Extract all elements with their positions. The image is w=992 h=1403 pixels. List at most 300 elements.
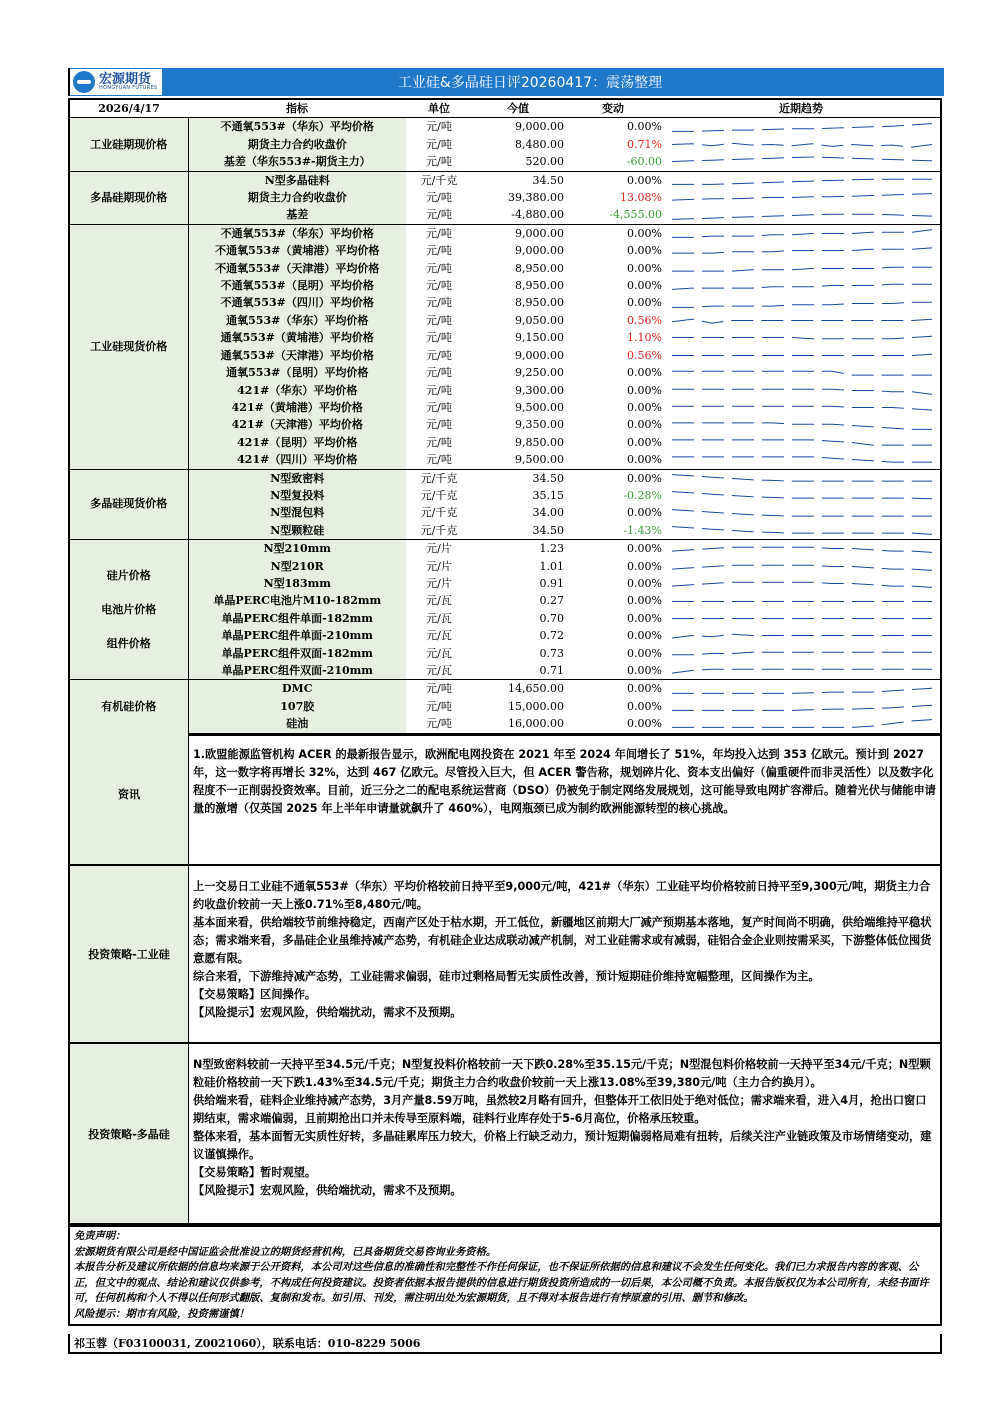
change-value: 0.00% <box>627 682 662 696</box>
trend-sparkline <box>662 172 940 189</box>
table-row <box>70 540 940 558</box>
current-value: 9,000.00 <box>515 244 564 258</box>
trend-cell <box>662 399 940 416</box>
table-row <box>70 399 940 416</box>
trend-line <box>672 157 932 162</box>
price-table-container <box>68 98 942 736</box>
trend-cell <box>662 136 940 153</box>
trend-line <box>672 440 932 445</box>
unit: 元/吨 <box>406 451 472 469</box>
current-value: 1.01 <box>539 559 564 573</box>
trend-line <box>672 337 932 340</box>
disclaimer <box>68 1225 942 1326</box>
change-value: -4,555.00 <box>564 206 662 224</box>
unit: 元/瓦 <box>406 662 472 680</box>
trend-line <box>672 474 932 481</box>
indicator-name: 单晶PERC组件双面-210mm <box>188 662 406 680</box>
trend-line <box>672 492 932 499</box>
trend-sparkline <box>662 681 940 698</box>
indicator-name: 单晶PERC组件单面-210mm <box>188 627 406 644</box>
trend-sparkline <box>662 329 940 346</box>
indicator-name: N型致密料 <box>188 469 406 487</box>
change-value: 0.00% <box>627 646 662 660</box>
strategy-paragraph: 风险提示：期市有风险，投资需谨慎！ <box>74 1307 250 1320</box>
table-row <box>70 558 940 575</box>
unit: 元/吨 <box>426 383 452 397</box>
indicator-name: 基差（华东553#-期货主力） <box>188 153 406 171</box>
current-value: 9,250.00 <box>515 366 564 380</box>
trend-line <box>672 248 932 253</box>
unit: 元/千克 <box>420 506 458 520</box>
current-value: 14,650.00 <box>508 682 564 696</box>
unit: 元/吨 <box>426 261 452 275</box>
category-label: 组件价格 <box>106 636 151 650</box>
table-row <box>70 469 940 487</box>
logo-subtitle: HONGYUAN FUTURES <box>99 85 158 91</box>
trend-cell <box>662 364 940 381</box>
current-value: 0.71 <box>472 662 564 680</box>
change-value: 0.00% <box>627 611 662 625</box>
change-value: 0.00% <box>627 120 662 134</box>
indicator-name: 不通氧553#（昆明）平均价格 <box>188 277 406 294</box>
indicator-name: 基差 <box>188 206 406 224</box>
trend-sparkline <box>662 451 940 468</box>
unit: 元/吨 <box>426 120 452 134</box>
indicator-name: 421#（四川）平均价格 <box>188 451 406 469</box>
header-col: 变动 <box>564 100 662 118</box>
unit: 元/吨 <box>426 296 452 310</box>
change-value: 0.56% <box>627 313 662 327</box>
table-row <box>70 224 940 242</box>
indicator-name: 不通氧553#（天津港）平均价格 <box>188 260 406 277</box>
current-value: 9,500.00 <box>515 400 564 414</box>
trend-line <box>672 284 932 289</box>
trend-cell <box>662 382 940 399</box>
trend-line <box>672 635 932 639</box>
change-value: 0.00% <box>627 471 662 485</box>
trend-line <box>672 457 932 462</box>
trend-sparkline <box>662 399 940 416</box>
indicator-name: N型183mm <box>188 575 406 592</box>
strategy-paragraph: 本报告分析及建议所依据的信息均来源于公开资料，本公司对这些信息的准确性和完整性不作任何保证，也不保证所依据的信息和建议不会发生任何变化。我们已力求报告内容的客观、公正，但文中的观点、结论和建议仅供参考，不构成任何投资建议。投资者依据本报告提供的信息进行期货投资所造成的一切后果，本公司概不负责。本报告版权仅为本公司所有，未经书面许可，任何机构和个人不得以任何形式翻版、复制和发布。如引用、刊发，需注明出处为宏源期货，且不得对本报告进行有悖原意的引用、删节和修改。 <box>74 1261 929 1304</box>
trend-line <box>672 389 932 394</box>
current-value: 39,380.00 <box>508 191 564 205</box>
indicator-name: 通氧553#（华东）平均价格 <box>188 312 406 329</box>
trend-cell <box>662 451 940 469</box>
trend-sparkline <box>662 119 940 136</box>
strategy-paragraph: 基本面来看，供给端较节前维持稳定，西南产区处于枯水期，开工低位，新疆地区前期大厂减产预期基本落地，复产时间尚不明确，供给端维持平稳状态；需求端来看，多晶硅企业虽维持减产态势，有机硅企业达成联动减产机制，对工业硅需求或有减弱，硅铝合金企业则按需采买，下游整体低位囤货意愿有限。 <box>193 916 932 965</box>
table-row <box>70 153 940 171</box>
table-row <box>70 206 940 224</box>
current-value: 0.72 <box>539 629 564 643</box>
trend-sparkline <box>662 207 940 224</box>
table-row <box>70 382 940 399</box>
trend-line <box>672 194 932 201</box>
category-label: 工业硅期现价格 <box>90 137 168 151</box>
trend-cell <box>662 575 940 592</box>
trend-sparkline <box>662 662 940 679</box>
strategy-paragraph: 【交易策略】暂时观望。 <box>193 1166 317 1179</box>
current-value: 15,000.00 <box>508 699 564 713</box>
indicator-name: N型多晶硅料 <box>188 171 406 189</box>
trend-line <box>672 371 932 375</box>
trend-cell <box>662 260 940 277</box>
trend-sparkline <box>662 242 940 259</box>
trend-sparkline <box>662 698 940 715</box>
trend-line <box>672 582 932 587</box>
table-row <box>70 575 940 592</box>
strategy-paragraph: 供给端来看，硅料企业维持减产态势，3月产量8.59万吨，虽然较2月略有回升，但整体开工依旧处于绝对低位；需求端来看，进入4月，抢出口窗口期结束，需求端偏弱，且前期抢出口并未传导至原料端，硅料行业库存处于5-6月高位，价格承压较重。 <box>193 1094 927 1125</box>
trend-line <box>672 527 932 535</box>
trend-sparkline <box>662 470 940 487</box>
current-value: 9,000.00 <box>515 348 564 362</box>
unit: 元/片 <box>426 559 452 573</box>
current-value: 9,000.00 <box>515 226 564 240</box>
trend-cell <box>662 153 940 171</box>
trend-cell <box>662 592 940 609</box>
change-value: 0.56% <box>627 348 662 362</box>
change-value: 0.71% <box>627 137 662 151</box>
current-value: 34.00 <box>532 506 564 520</box>
table-row <box>70 504 940 521</box>
strategy-paragraph: 【风险提示】宏观风险，供给端扰动，需求不及预期。 <box>193 1006 462 1019</box>
unit: 元/吨 <box>426 348 452 362</box>
unit: 元/瓦 <box>426 594 452 608</box>
change-value: 0.00% <box>627 542 662 556</box>
trend-sparkline <box>662 417 940 434</box>
strategy-paragraph: 整体来看，基本面暂无实质性好转，多晶硅累库压力较大，价格上行缺乏动力，预计短期偏弱格局难有扭转，后续关注产业链政策及市场情绪变动，建议谨慎操作。 <box>193 1130 932 1161</box>
trend-cell <box>662 504 940 521</box>
trend-cell <box>662 206 940 224</box>
indicator-name: 单晶PERC电池片M10-182mm <box>188 592 406 609</box>
table-row <box>70 680 940 698</box>
indicator-name: 421#（天津港）平均价格 <box>188 416 406 433</box>
indicator-name: N型210R <box>188 558 406 575</box>
trend-line <box>672 422 932 429</box>
current-value: 9,000.00 <box>515 120 564 134</box>
trend-sparkline <box>662 593 940 610</box>
change-value: 0.00% <box>627 261 662 275</box>
price-table <box>70 100 940 734</box>
header-col: 指标 <box>188 100 406 118</box>
current-value: 34.50 <box>532 471 564 485</box>
trend-sparkline <box>662 153 940 170</box>
change-value: 0.00% <box>564 715 662 733</box>
unit: 元/片 <box>426 542 452 556</box>
strategy-poly-body <box>189 1044 940 1223</box>
trend-sparkline <box>662 189 940 206</box>
strategy-paragraph: 【风险提示】宏观风险，供给端扰动，需求不及预期。 <box>193 1184 462 1197</box>
category-cell <box>70 118 188 171</box>
table-row <box>70 698 940 715</box>
trend-cell <box>662 680 940 698</box>
unit: 元/千克 <box>420 471 458 485</box>
table-row <box>70 610 940 627</box>
trend-cell <box>662 522 940 540</box>
indicator-name: 不通氧553#（四川）平均价格 <box>188 294 406 311</box>
trend-line <box>672 509 932 515</box>
change-value: 0.00% <box>627 506 662 520</box>
change-value: -0.28% <box>623 488 662 502</box>
unit: 元/吨 <box>426 226 452 240</box>
change-value: 0.00% <box>627 244 662 258</box>
unit: 元/吨 <box>426 137 452 151</box>
header-col: 近期趋势 <box>662 100 940 118</box>
strategy-poly-section <box>68 1044 942 1225</box>
header-col: 今值 <box>472 100 564 118</box>
indicator-name: 期货主力合约收盘价 <box>188 189 406 206</box>
trend-sparkline <box>662 434 940 451</box>
trend-cell <box>662 540 940 558</box>
header-col: 单位 <box>406 100 472 118</box>
unit: 元/吨 <box>426 418 452 432</box>
unit: 元/吨 <box>406 153 472 171</box>
trend-cell <box>662 242 940 259</box>
change-value: 0.00% <box>627 226 662 240</box>
category-label: 电池片价格 <box>101 602 157 616</box>
category-cell <box>70 171 188 224</box>
change-value: -1.43% <box>564 522 662 540</box>
table-row <box>70 171 940 189</box>
unit: 元/片 <box>426 576 452 590</box>
unit: 元/瓦 <box>426 629 452 643</box>
strategy-si-section <box>68 866 942 1044</box>
change-value: 0.00% <box>627 418 662 432</box>
unit: 元/吨 <box>426 331 452 345</box>
trend-line <box>672 688 932 693</box>
trend-sparkline <box>662 225 940 242</box>
table-row <box>70 347 940 364</box>
indicator-name: 421#（黄埔港）平均价格 <box>188 399 406 416</box>
strategy-paragraph: 上一交易日工业硅不通氧553#（华东）平均价格较前日持平至9,000元/吨，421#（华东）工业硅平均价格较前日持平至9,300元/吨，期货主力合约收盘价较前一天上涨0.71%至8,480元/吨。 <box>193 880 931 911</box>
trend-cell <box>662 698 940 715</box>
current-value: 8,950.00 <box>515 261 564 275</box>
indicator-name: N型210mm <box>188 540 406 558</box>
unit: 元/吨 <box>426 313 452 327</box>
table-row <box>70 294 940 311</box>
footer-contact: 祁玉蓉（F03100031, Z0021060），联系电话：010-8229 5006 <box>68 1334 942 1354</box>
strategy-paragraph: 综合来看，下游维持减产态势，工业硅需求偏弱，硅市过剩格局暂无实质性改善，预计短期硅价维持宽幅整理，区间操作为主。 <box>193 970 820 983</box>
trend-sparkline <box>662 295 940 312</box>
change-value: 0.00% <box>627 366 662 380</box>
trend-sparkline <box>662 558 940 575</box>
current-value: 9,300.00 <box>515 383 564 397</box>
table-row <box>70 277 940 294</box>
unit: 元/吨 <box>426 366 452 380</box>
change-value: 0.00% <box>627 296 662 310</box>
current-value: 35.15 <box>532 488 564 502</box>
strategy-paragraph: 免责声明： <box>74 1230 126 1242</box>
category-label: 硅片价格 <box>106 568 151 582</box>
unit: 元/吨 <box>426 279 452 293</box>
indicator-name: 期货主力合约收盘价 <box>188 136 406 153</box>
logo-icon <box>73 71 95 93</box>
unit: 元/千克 <box>406 522 472 540</box>
current-value: 9,850.00 <box>515 435 564 449</box>
news-text: 1.欧盟能源监管机构 ACER 的最新报告显示，欧洲配电网投资在 2021 年至 2024 年间增长了 51%，年均投入达到 353 亿欧元。预计到 2027 年，这一数字将再增长 32%，达到 467 亿欧元。尽管投入巨大，但 ACER 警告称，规划碎片化、资本支出偏好（偏重硬件而非灵活性）以及数字化程度不一正削弱投资效率。目前，近三分之二的配电系统运营商（DSO）仍被免于制定网络发展规划，这可能导致电网扩容滞后。随着光伏与储能申请量的激增（仅英国 2025 年上半年申请量就飙升了 460%），电网瓶颈已成为制约欧洲能源转型的核心挑战。 <box>193 748 936 815</box>
unit: 元/吨 <box>426 699 452 713</box>
table-row <box>70 242 940 259</box>
strategy-paragraph: N型致密料较前一天持平至34.5元/千克；N型复投料价格较前一天下跌0.28%至35.15元/千克；N型混包料价格较前一天持平至34元/千克；N型颗粒硅价格较前一天下跌1.43%至34.5元/千克；期货主力合约收盘价较前一天上涨13.08%至39,380元/吨（主力合约换月）。 <box>193 1058 931 1089</box>
trend-cell <box>662 416 940 433</box>
current-value: 9,050.00 <box>515 313 564 327</box>
trend-sparkline <box>662 575 940 592</box>
trend-cell <box>662 627 940 644</box>
trend-cell <box>662 294 940 311</box>
report-title: 工业硅&多晶硅日评20260417：震荡整理 <box>397 75 663 91</box>
trend-line <box>672 705 932 710</box>
indicator-name: DMC <box>188 680 406 698</box>
unit: 元/吨 <box>426 682 452 696</box>
current-value: 9,350.00 <box>515 418 564 432</box>
indicator-name: 不通氧553#（黄埔港）平均价格 <box>188 242 406 259</box>
change-value: 0.00% <box>627 594 662 608</box>
strategy-paragraph: 宏源期货有限公司是经中国证监会批准设立的期货经营机构，已具备期货交易咨询业务资格。 <box>74 1245 497 1258</box>
table-row <box>70 136 940 153</box>
current-value: 34.50 <box>472 522 564 540</box>
unit: 元/吨 <box>426 400 452 414</box>
category-label: 多晶硅现货价格 <box>90 497 168 511</box>
category-label: 多晶硅期现价格 <box>90 190 168 204</box>
current-value: 8,950.00 <box>515 279 564 293</box>
table-row <box>70 118 940 136</box>
table-row <box>70 645 940 662</box>
category-label: 工业硅现货价格 <box>90 339 168 353</box>
indicator-name: 通氧553#（天津港）平均价格 <box>188 347 406 364</box>
indicator-name: 单晶PERC组件单面-182mm <box>188 610 406 627</box>
current-value: -4,880.00 <box>472 206 564 224</box>
unit: 元/瓦 <box>426 611 452 625</box>
trend-line <box>672 214 932 219</box>
change-value: 0.00% <box>627 383 662 397</box>
indicator-name: 421#（昆明）平均价格 <box>188 434 406 451</box>
indicator-name: N型复投料 <box>188 487 406 504</box>
unit: 元/吨 <box>406 206 472 224</box>
table-row <box>70 522 940 540</box>
category-cell <box>70 469 188 540</box>
trend-line <box>672 302 932 307</box>
strategy-si-label: 投资策略-工业硅 <box>70 866 189 1042</box>
trend-cell <box>662 312 940 329</box>
indicator-name: 通氧553#（黄埔港）平均价格 <box>188 329 406 346</box>
change-value: 0.00% <box>627 173 662 187</box>
current-value: 0.27 <box>539 594 564 608</box>
unit: 元/吨 <box>426 435 452 449</box>
trend-sparkline <box>662 487 940 504</box>
change-value: 0.00% <box>564 451 662 469</box>
current-value: 1.23 <box>539 542 564 556</box>
trend-cell <box>662 277 940 294</box>
current-value: 9,150.00 <box>515 331 564 345</box>
current-value: 520.00 <box>472 153 564 171</box>
trend-line <box>672 123 932 131</box>
current-value: 8,480.00 <box>515 137 564 151</box>
change-value: 0.00% <box>627 576 662 590</box>
strategy-paragraph: 【交易策略】区间操作。 <box>193 988 317 1001</box>
trend-sparkline <box>662 627 940 644</box>
trend-sparkline <box>662 610 940 627</box>
current-value: 0.91 <box>539 576 564 590</box>
table-row <box>70 364 940 381</box>
trend-sparkline <box>662 277 940 294</box>
trend-sparkline <box>662 364 940 381</box>
indicator-name: N型混包料 <box>188 504 406 521</box>
trend-sparkline <box>662 347 940 364</box>
table-row <box>70 662 940 680</box>
table-row <box>70 189 940 206</box>
news-body <box>189 724 940 864</box>
change-value: 0.00% <box>627 435 662 449</box>
trend-line <box>672 179 932 184</box>
trend-cell <box>662 189 940 206</box>
indicator-name: 硅油 <box>188 715 406 733</box>
change-value: 0.00% <box>564 662 662 680</box>
indicator-name: N型颗粒硅 <box>188 522 406 540</box>
table-row <box>70 627 940 644</box>
trend-line <box>672 267 932 271</box>
category-cell <box>70 224 188 469</box>
current-value: 9,500.00 <box>472 451 564 469</box>
change-value: 0.00% <box>627 559 662 573</box>
company-logo <box>70 69 162 95</box>
table-row <box>70 487 940 504</box>
unit: 元/瓦 <box>426 646 452 660</box>
table-row <box>70 416 940 433</box>
trend-cell <box>662 558 940 575</box>
indicator-name: 421#（华东）平均价格 <box>188 382 406 399</box>
table-row <box>70 592 940 609</box>
trend-cell <box>662 329 940 346</box>
trend-cell <box>662 645 940 662</box>
strategy-si-body <box>189 866 940 1042</box>
trend-cell <box>662 487 940 504</box>
change-value: 0.00% <box>627 699 662 713</box>
trend-line <box>672 652 932 655</box>
category-label: 有机硅价格 <box>101 699 157 713</box>
unit: 元/吨 <box>426 191 452 205</box>
category-cell <box>70 540 188 680</box>
current-value: 34.50 <box>532 173 564 187</box>
change-value: 1.10% <box>627 331 662 345</box>
change-value: 0.00% <box>627 400 662 414</box>
unit: 元/吨 <box>426 244 452 258</box>
current-value: 8,950.00 <box>515 296 564 310</box>
trend-sparkline <box>662 522 940 539</box>
table-row <box>70 434 940 451</box>
logo-name: 宏源期货 <box>99 72 152 87</box>
trend-cell <box>662 469 940 487</box>
trend-cell <box>662 347 940 364</box>
table-row <box>70 329 940 346</box>
trend-cell <box>662 662 940 680</box>
unit: 元/千克 <box>420 173 458 187</box>
trend-line <box>672 406 932 410</box>
trend-sparkline <box>662 382 940 399</box>
strategy-poly-label: 投资策略-多晶硅 <box>70 1044 189 1223</box>
trend-line <box>672 319 932 323</box>
indicator-name: 107胶 <box>188 698 406 715</box>
current-value: 16,000.00 <box>472 715 564 733</box>
table-row <box>70 260 940 277</box>
trend-cell <box>662 118 940 136</box>
unit: 元/千克 <box>420 488 458 502</box>
trend-line <box>672 565 932 570</box>
indicator-name: 单晶PERC组件双面-182mm <box>188 645 406 662</box>
trend-sparkline <box>662 505 940 522</box>
trend-cell <box>662 224 940 242</box>
table-header <box>70 100 940 118</box>
current-value: 0.70 <box>539 611 564 625</box>
